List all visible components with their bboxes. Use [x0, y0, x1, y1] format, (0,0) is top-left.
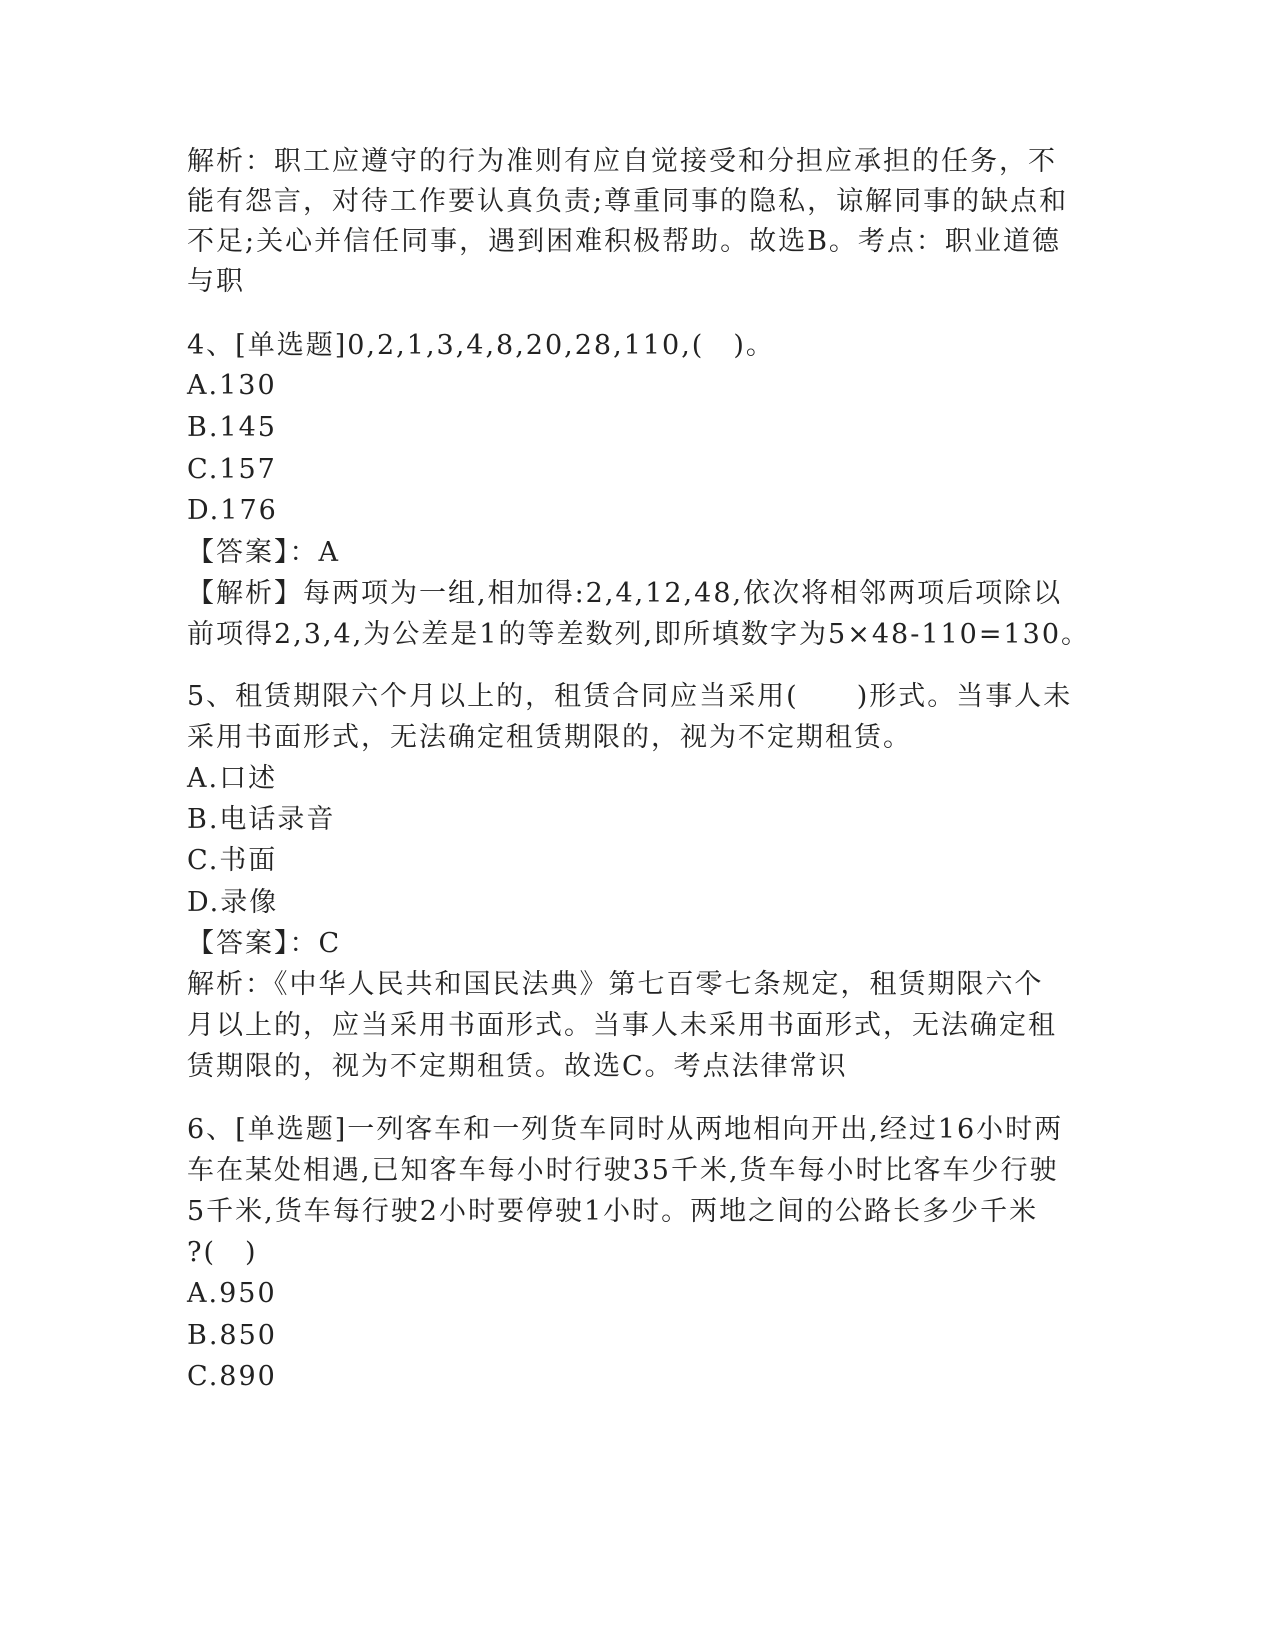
question-5-option-a: A.口述: [187, 763, 278, 794]
explanation-q3-line-1: 解析：职工应遵守的行为准则有应自觉接受和分担应承担的任务，不: [187, 146, 1057, 177]
explanation-q3-line-3: 不足;关心并信任同事，遇到困难积极帮助。故选B。考点：职业道德: [187, 226, 1061, 257]
question-5-explanation-line-1: 解析：《中华人民共和国民法典》第七百零七条规定，租赁期限六个: [187, 969, 1044, 1000]
question-4-stem: 4、[单选题]0,2,1,3,4,8,20,28,110,( )。: [187, 330, 775, 361]
question-5-explanation-line-3: 赁期限的，视为不定期租赁。故选C。考点法律常识: [187, 1051, 848, 1082]
question-5-option-d: D.录像: [187, 887, 279, 918]
question-4-option-d: D.176: [187, 495, 278, 526]
question-6-option-a: A.950: [187, 1278, 277, 1309]
question-5-option-c: C.书面: [187, 845, 278, 876]
question-5-explanation-line-2: 月以上的，应当采用书面形式。当事人未采用书面形式，无法确定租: [187, 1010, 1057, 1041]
question-6-stem-line-2: 车在某处相遇,已知客车每小时行驶35千米,货车每小时比客车少行驶: [187, 1155, 1059, 1186]
question-4-answer: 【答案】：A: [187, 537, 340, 568]
question-6-option-c: C.890: [187, 1361, 277, 1392]
question-4-option-c: C.157: [187, 454, 277, 485]
question-4-option-b: B.145: [187, 412, 277, 443]
question-5-option-b: B.电话录音: [187, 804, 336, 835]
question-6-option-b: B.850: [187, 1320, 277, 1351]
explanation-q3-line-2: 能有怨言，对待工作要认真负责;尊重同事的隐私，谅解同事的缺点和: [187, 186, 1069, 217]
question-5-stem-line-2: 采用书面形式，无法确定租赁期限的，视为不定期租赁。: [187, 722, 912, 753]
question-5-stem-line-1: 5、租赁期限六个月以上的，租赁合同应当采用( )形式。当事人未: [187, 681, 1073, 712]
question-4-explanation-line-1: 【解析】每两项为一组,相加得:2,4,12,48,依次将相邻两项后项除以: [187, 578, 1063, 609]
question-4-explanation-line-2: 前项得2,3,4,为公差是1的等差数列,即所填数字为5×48-110=130。: [187, 619, 1091, 650]
explanation-q3-line-4: 与职: [187, 266, 245, 297]
question-6-stem-line-3: 5千米,货车每行驶2小时要停驶1小时。两地之间的公路长多少千米: [187, 1196, 1039, 1227]
question-6-stem-line-4: ?( ): [187, 1237, 258, 1268]
question-6-stem-line-1: 6、[单选题]一列客车和一列货车同时从两地相向开出,经过16小时两: [187, 1114, 1064, 1145]
question-4-option-a: A.130: [187, 370, 277, 401]
question-5-answer: 【答案】：C: [187, 928, 342, 959]
